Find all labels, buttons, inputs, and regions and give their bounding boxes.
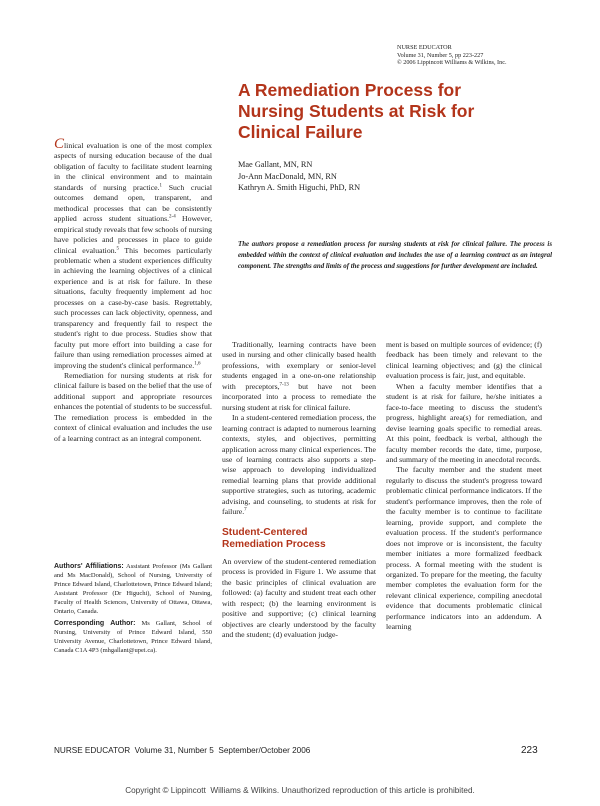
citation: 5 bbox=[116, 245, 120, 251]
title-line-2: Nursing Students at Risk for bbox=[238, 101, 475, 121]
affiliations-label: Authors' Affiliations: bbox=[54, 563, 124, 570]
right-column bbox=[386, 340, 542, 633]
body-paragraph: Traditionally, learning contracts have been used in nursing and other clinically based health professions, with exemplary or senior-level students engaged in a one-on-one relationship with preceptors,$^{7-13}$ but have not been incorporated into a process to remediate the nursing student at risk for clinical failure. bbox=[222, 340, 376, 412]
title-line-1: A Remediation Process for bbox=[238, 80, 462, 100]
title-line-3: Clinical Failure bbox=[238, 122, 363, 142]
citation: 2-4 bbox=[169, 214, 176, 220]
intro-paragraph: Clinical evaluation is one of the most complex aspects of nursing education because of the dual obligation of faculty to facilitate student learning in the clinical environment and to maintain standards of nursing practice.$^1$ Such crucial outcomes demand open, transparent, and methodical processes that can be consistently applied across student situations.$^{2-4}$ However, empirical study reveals that few schools of nursing have policies and processes in place to guide clinical evaluation.$^5$ This becomes particularly problematic when a student experiences difficulty in achieving the learning objectives of a clinical experience and is at risk for failure. In these situations, faculty frequently implement ad hoc processes on a case-by-case basis. Regrettably, such processes can lack objectivity, openness, and transparency and frequently fail to respect the student's right to due process. Studies show that faculty put more effort into building a case for failure than using remediation processes aimed at improving the student's clinical performance.$^{1,6}$ bbox=[54, 136, 213, 370]
citation: 7-13 bbox=[279, 382, 289, 388]
citation: 1,6 bbox=[194, 360, 201, 366]
journal-volume: Volume 31, Number 5, pp 223-227 bbox=[397, 51, 484, 59]
article-title bbox=[238, 80, 558, 143]
body-paragraph: When a faculty member identifies that a student is at risk for failure, he/she initiates a face-to-face meeting to discuss the student's progress, highlight area(s) for remediation, and devise learning goals specific to remedial areas. At this point, feedback is verbal, although the faculty member records the date, time, purpose, and summary of the meeting in anecdotal records. bbox=[386, 381, 542, 464]
journal-copyright: © 2006 Lippincott Williams & Wilkins, Inc. bbox=[397, 59, 507, 67]
citation: 1 bbox=[159, 183, 163, 189]
author: Mae Gallant, MN, RN bbox=[238, 160, 313, 169]
author: Jo-Ann MacDonald, MN, RN bbox=[238, 171, 337, 181]
body-paragraph: In a student-centered remediation process, the learning contract is adapted to numerous learning contexts, styles, and objectives, permitting application across many clinical experiences. The use of learning contracts also supports a step-wise approach to developing individualized remedial learning plans that provide additional supportive strategies, such as tutoring, academic advising, and counseling, to students at risk for failure.$^7$ bbox=[222, 413, 376, 517]
affiliations-note: Authors' Affiliations: Assistant Professor (Ms Gallant and Ms MacDonald), School of Nursing, University of Prince Edward Island, Charlottetown, Prince Edward Island; Assistant Professor (Dr Higuchi), School of Nursing, Faculty of Health Sciences, University of Ottawa, Ottawa, Ontario, Canada. bbox=[54, 563, 212, 615]
footer-journal: NURSE EDUCATOR Volume 31, Number 5 September/October 2006 bbox=[54, 746, 311, 755]
body-paragraph: Remediation for nursing students at risk for clinical failure is based on the belief that the use of additional support and appropriate resources enhances the potential of students to be successful. The remediation process is embedded in the context of clinical evaluation and includes the use of a learning contract as an integral component. bbox=[54, 370, 212, 443]
body-paragraph: An overview of the student-centered remediation process is provided in Figure 1. We assume that the basic principles of clinical evaluation are followed: (a) faculty and student treat each other with respect; (b) the learning environment is positive and supportive; (c) clinical learning objectives are clearly understood by the faculty and the student; (d) evaluation judge- bbox=[222, 556, 376, 640]
citation: 7 bbox=[244, 507, 247, 513]
copyright-notice: Copyright © Lippincott Williams & Wilkins. Unauthorized reproduction of this article is prohibited. bbox=[125, 786, 475, 795]
corresponding-label: Corresponding Author: bbox=[54, 619, 136, 627]
drop-cap: C bbox=[54, 136, 65, 152]
corresponding-author-note: Corresponding Author: Ms Gallant, School of Nursing, University of Prince Edward Island, 550 University Avenue, Charlottetown, Prince Edward Island, Canada C1A 4P3 (mhgallant@upei.ca). bbox=[54, 619, 213, 654]
body-paragraph: The faculty member and the student meet regularly to discuss the student's progress toward problematic clinical performance indicators. If the student's performance improves, then the role of the faculty member is to continue to facilitate learning, provide support, and complete the evaluation process. If the student's performance does not improve or is inconsistent, the faculty member initiates a more formalized feedback process. A formal meeting with the student is organized. To prepare for the meeting, the faculty member completes the evaluation form for the relevant clinical experience, compiling anecdotal evidence that documents problematic clinical performance indicators into an addendum. A learning bbox=[386, 465, 542, 632]
author-affiliations bbox=[54, 563, 212, 659]
author-list bbox=[238, 159, 360, 194]
body-paragraph: ment is based on multiple sources of evidence; (f) feedback has been timely and relevant to the clinical learning objectives; and (g) the clinical evaluation process is fair, just, and equitable. bbox=[386, 340, 542, 381]
abstract: The authors propose a remediation process for nursing students at risk for clinical failure. The process is embedded within the context of clinical evaluation and includes the use of a learning contract as an integral component. The strengths and limits of the process and suggestions for further development are included. bbox=[238, 241, 552, 271]
left-column bbox=[54, 136, 213, 444]
journal-info bbox=[397, 44, 507, 67]
middle-column bbox=[222, 340, 376, 641]
author: Kathryn A. Smith Higuchi, PhD, RN bbox=[238, 183, 361, 193]
page-number: 223 bbox=[521, 745, 538, 756]
section-heading: Student-Centered Remediation Process bbox=[222, 526, 326, 551]
journal-name: NURSE EDUCATOR bbox=[397, 44, 452, 51]
